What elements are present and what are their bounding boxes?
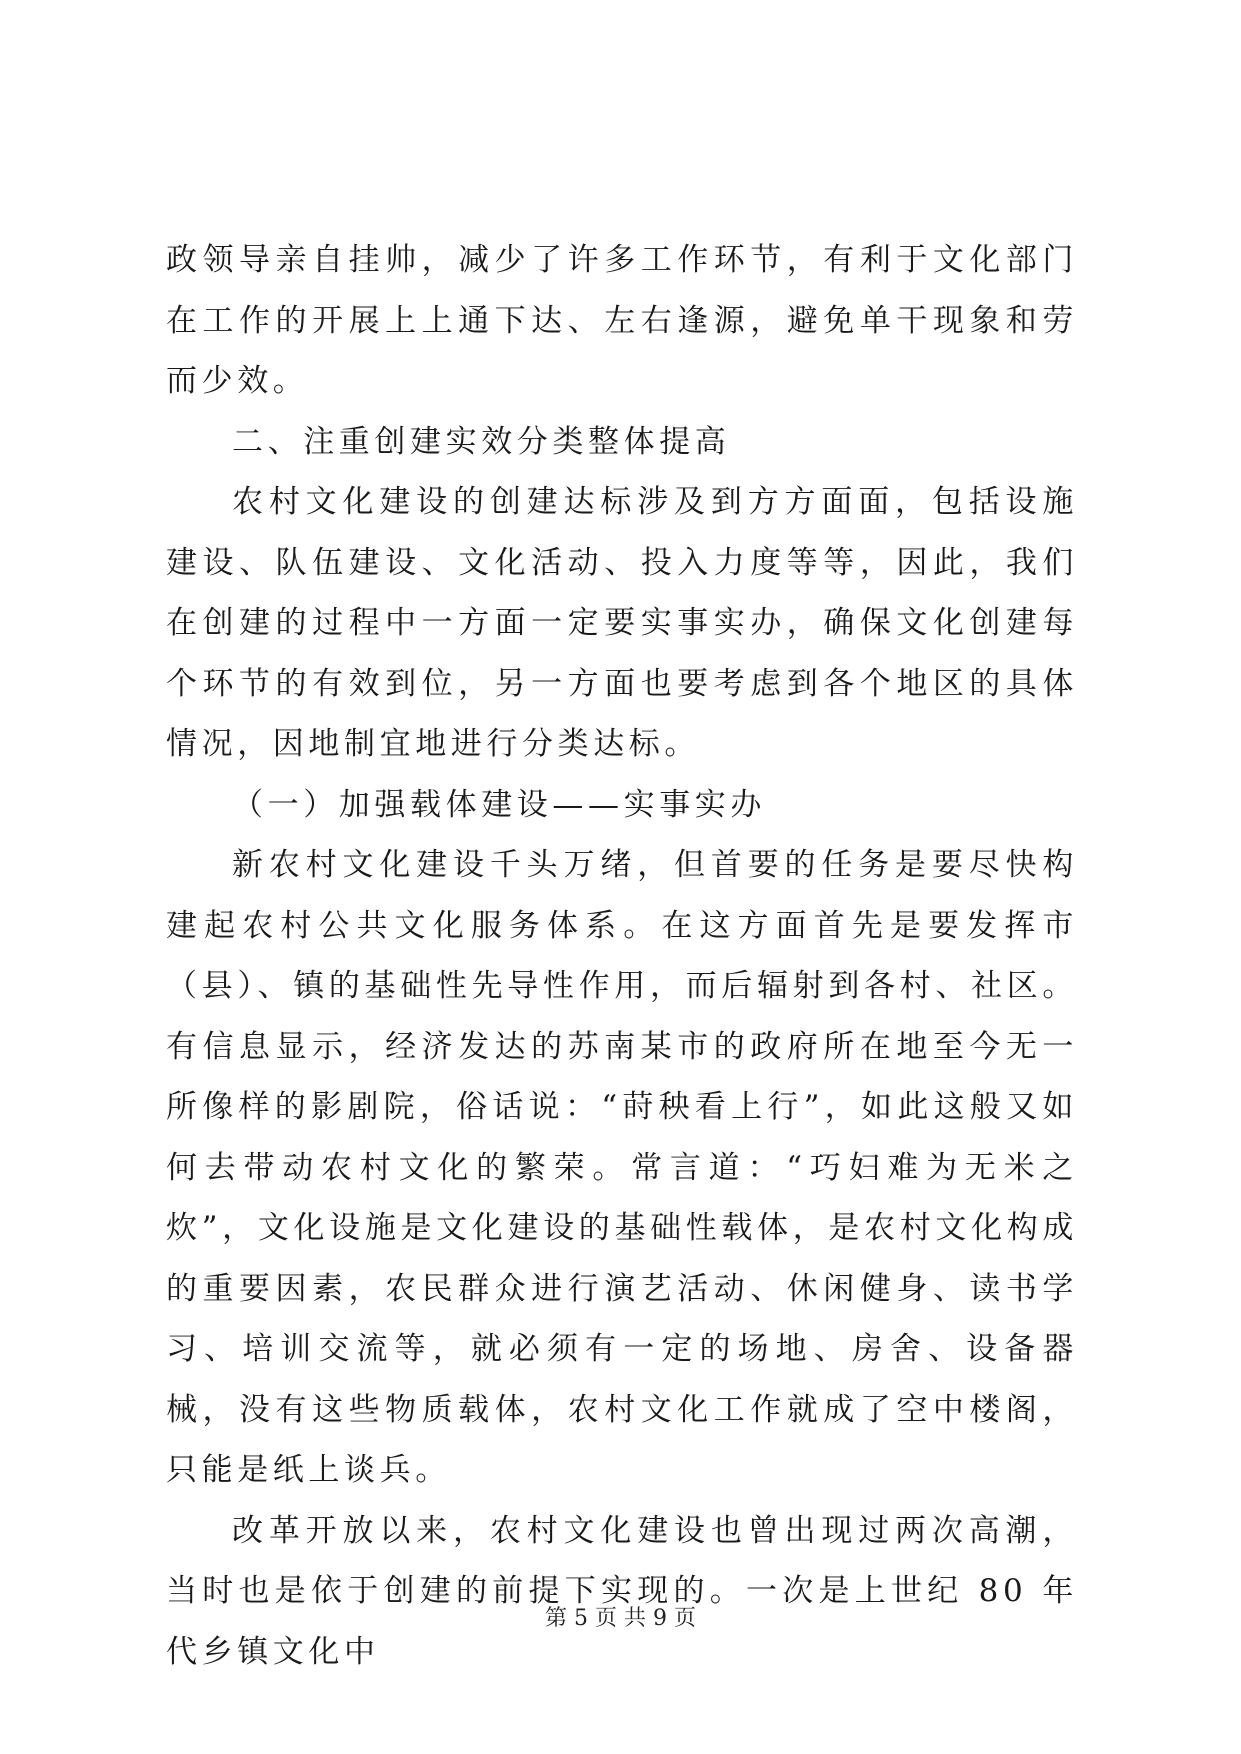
document-body — [166, 230, 1078, 1682]
paragraph-5: 新农村文化建设千头万绪，但首要的任务是要尽快构建起农村公共文化服务体系。在这方面首先是要发挥市（县）、镇的基础性先导性作用，而后辐射到各村、社区。有信息显示，经济发达的苏南某市的政府所在地至今无一所像样的影剧院，俗话说：“莳秧看上行”，如此这般又如何去带动农村文化的繁荣。常言道：“巧妇难为无米之炊”，文化设施是文化建设的基础性载体，是农村文化构成的重要因素，农民群众进行演艺活动、休闲健身、读书学习、培训交流等，就必须有一定的场地、房舍、设备器械，没有这些物质载体，农村文化工作就成了空中楼阁，只能是纸上谈兵。 — [166, 847, 1078, 1488]
page-footer: 第 5 页 共 9 页 — [545, 1606, 696, 1631]
section-heading-2: 二、注重创建实效分类整体提高 — [232, 423, 731, 460]
paragraph-1: 政领导亲自挂帅，减少了许多工作环节，有利于文化部门在工作的开展上上通下达、左右逢源，避免单干现象和劳而少效。 — [166, 242, 1078, 399]
paragraph-6: 改革开放以来，农村文化建设也曾出现过两次高潮，当时也是依于创建的前提下实现的。一次是上世纪 80 年代乡镇文化中 — [166, 1512, 1078, 1670]
paragraph-3: 农村文化建设的创建达标涉及到方方面面，包括设施建设、队伍建设、文化活动、投入力度等等，因此，我们在创建的过程中一方面一定要实事实办，确保文化创建每个环节的有效到位，另一方面也要考虑到各个地区的具体情况，因地制宜地进行分类达标。 — [166, 484, 1078, 762]
subsection-heading-1: （一）加强载体建设——实事实办 — [232, 786, 766, 823]
